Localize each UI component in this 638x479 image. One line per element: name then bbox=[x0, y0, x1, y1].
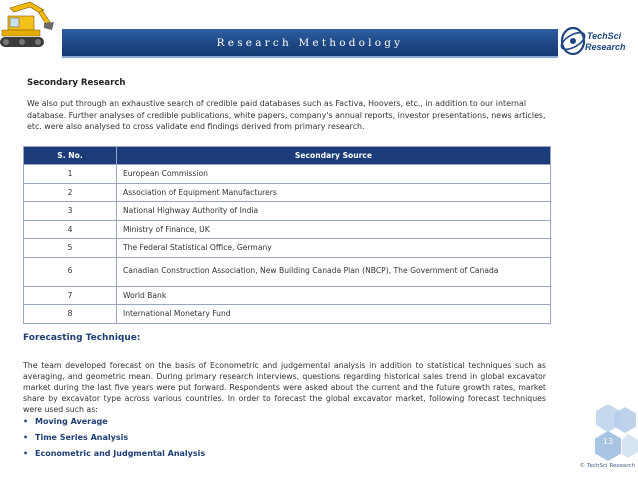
column-header-source: Secondary Source bbox=[117, 147, 551, 165]
row-number: 8 bbox=[24, 305, 117, 324]
row-source: Association of Equipment Manufacturers bbox=[117, 183, 551, 202]
technique-label: Time Series Analysis bbox=[35, 433, 129, 442]
table-row bbox=[24, 220, 551, 239]
technique-label: Moving Average bbox=[35, 417, 108, 426]
table-row bbox=[24, 202, 551, 221]
header-bar bbox=[62, 29, 558, 56]
table-row bbox=[24, 165, 551, 184]
row-source: The Federal Statistical Office, Germany bbox=[117, 239, 551, 258]
secondary-research-paragraph: We also put through an exhaustive search of credible paid databases such as Factiva, Hoovers, etc., in addition to our internal database. Further analyses of credible publications, white papers, company's annual reports, investor presentations, news articles, etc. were also analysed to cross validate end findings derived from primary research. bbox=[27, 99, 546, 132]
table-row bbox=[24, 183, 551, 202]
row-number: 4 bbox=[24, 220, 117, 239]
row-number: 5 bbox=[24, 239, 117, 258]
forecasting-heading: Forecasting Technique: bbox=[23, 333, 141, 343]
table-row bbox=[24, 286, 551, 305]
copyright-text: © TechSci Research bbox=[579, 463, 635, 469]
secondary-research-heading: Secondary Research bbox=[27, 78, 126, 88]
forecasting-paragraph: The team developed forecast on the basis of Econometric and judgemental analysis in addition to statistical techniques such as averaging, and geometric mean. During primary research interviews, questions regarding historical sales trend in global excavator market during the last five years were put forward. Respondents were asked about the current and the future growth rates, market share by excavator type across various countries. In order to forecast the global excavator market, following forecast techniques were used such as: bbox=[23, 361, 546, 415]
techsci-logo bbox=[557, 22, 637, 60]
page-number: 13 bbox=[602, 437, 614, 446]
header-underline bbox=[62, 56, 558, 58]
row-number: 7 bbox=[24, 286, 117, 305]
table-row bbox=[24, 305, 551, 324]
table-header-row bbox=[24, 147, 551, 165]
svg-text:TechSci: TechSci bbox=[587, 31, 622, 41]
hexagon-decoration-icon bbox=[578, 404, 638, 462]
row-number: 6 bbox=[24, 257, 117, 286]
bullet-dot-icon: • bbox=[23, 417, 29, 426]
row-source: International Monetary Fund bbox=[117, 305, 551, 324]
row-source: World Bank bbox=[117, 286, 551, 305]
list-item bbox=[23, 414, 323, 430]
forecast-techniques-list bbox=[23, 414, 323, 462]
list-item bbox=[23, 446, 323, 462]
row-number: 2 bbox=[24, 183, 117, 202]
row-number: 1 bbox=[24, 165, 117, 184]
list-item bbox=[23, 430, 323, 446]
row-source: Canadian Construction Association, New Building Canada Plan (NBCP), The Government of Canada bbox=[117, 257, 551, 286]
bullet-dot-icon: • bbox=[23, 449, 29, 458]
row-number: 3 bbox=[24, 202, 117, 221]
secondary-sources-table bbox=[23, 146, 551, 324]
svg-text:Research: Research bbox=[585, 42, 626, 52]
row-source: European Commission bbox=[117, 165, 551, 184]
excavator-illustration bbox=[0, 0, 68, 60]
column-header-sno: S. No. bbox=[24, 147, 117, 165]
row-source: National Highway Authority of India bbox=[117, 202, 551, 221]
technique-label: Econometric and Judgmental Analysis bbox=[35, 449, 206, 458]
table-row bbox=[24, 257, 551, 286]
bullet-dot-icon: • bbox=[23, 433, 29, 442]
table-row bbox=[24, 239, 551, 258]
row-source: Ministry of Finance, UK bbox=[117, 220, 551, 239]
page-title: Research Methodology bbox=[216, 36, 404, 49]
